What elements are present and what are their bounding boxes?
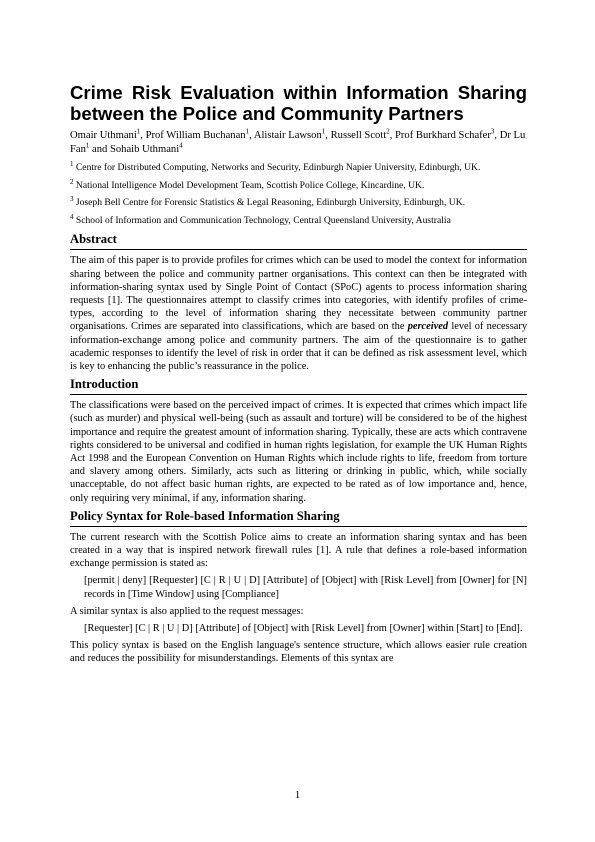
affiliation: $^4$ School of Information and Communication Technology, Central Queensland University, Australia (70, 212, 451, 226)
introduction-text: The classifications were based on the perceived impact of crimes. It is expected that crimes which impact life (such as murder) and physical well-being (such as assault and torture) will be considered to be of the highest importance and require the greatest amount of information sharing. Typically, these are acts which contravene rights considered to be universal and codified in human rights legislation, for example the UK Human Rights Act 1998 and the European Convention on Human Rights which include rights to life, freedom from torture and slavery among others. Similarly, acts such as littering or drinking in public, which, while socially unacceptable, do not affect basic human rights, are expected to be rated as of low importance and, hence, only requiring very minimal, if any, information sharing. (70, 400, 527, 504)
author: Prof Burkhard Schafer$^3$, (395, 127, 500, 141)
abstract-text: The aim of this paper is to provide profiles for crimes which can be used to model the context for information sharing between the police and community partner organisations. This context can then be integrated with information-sharing syntax used by Single Point of Contact (SPoC) agents to process information sharing requests [1]. The questionnaires attempt to classify crimes into categories, with identify profiles of crime-types, according to the level of information sharing they necessitate between community partner organisations. Crimes are separated into classifications, which are based on the perceived level of necessary information-exchange among police and community partners. The aim of the questionnaire is to gather academic responses to identify the level of risk in order that it can be defined as risk assessment level, which is key to enhancing the public’s reassurance in the police. (70, 255, 528, 372)
author: Sohaib Uthmani$^4$ (109, 141, 183, 155)
introduction-heading: Introduction (70, 377, 527, 395)
author: Alistair Lawson$^1$, (253, 127, 331, 141)
affiliation: $^1$ Centre for Distributed Computing, Networks and Security, Edinburgh Napier University, Edinburgh, UK. (70, 159, 481, 173)
affiliation: $^2$ National Intelligence Model Development Team, Scottish Police College, Kincardine, UK. (70, 177, 425, 191)
policy-paragraph-3: This policy syntax is based on the English language's sentence structure, which allows easier rule creation and reduces the possibility for misunderstandings. Elements of this syntax are (70, 640, 527, 665)
request-message-syntax: [Requester] [C | R | U | D] [Attribute] of [Object] with [Risk Level] from [Owner] within [Start] to [End]. (84, 623, 523, 635)
affiliation: $^3$ Joseph Bell Centre for Forensic Statistics & Legal Reasoning, Edinburgh University, Edinburgh, UK. (70, 195, 466, 209)
permission-rule-syntax: [permit | deny] [Requester] [C | R | U | D] [Attribute] of [Object] with [Risk Level] from [Owner] for [N] records in [Time Window] using [Compliance] (84, 575, 527, 600)
author: Dr Lu Fan$^1$ and (70, 130, 526, 155)
author: Omair Uthmani$^1$, (70, 127, 146, 141)
paper-page (70, 82, 527, 670)
policy-paragraph-2: A similar syntax is also applied to the request messages: (70, 605, 304, 617)
policy-paragraph-1: The current research with the Scottish Police aims to create an information sharing syntax and has been created in a way that is inspired network firewall rules [1]. A rule that defines a role-based information exchange permission is stated as: (70, 531, 527, 570)
author-list (70, 129, 527, 157)
abstract-heading: Abstract (70, 232, 527, 250)
page-number: 1 (294, 789, 301, 801)
paper-title: Crime Risk Evaluation within Information Sharing between the Police and Community Partners (70, 82, 527, 124)
emphasis-perceived: perceived (407, 321, 449, 333)
policy-syntax-heading: Policy Syntax for Role-based Information Sharing (70, 509, 527, 527)
author: Russell Scott$^2$, (330, 127, 395, 141)
author: Prof William Buchanan$^1$, (145, 127, 254, 141)
